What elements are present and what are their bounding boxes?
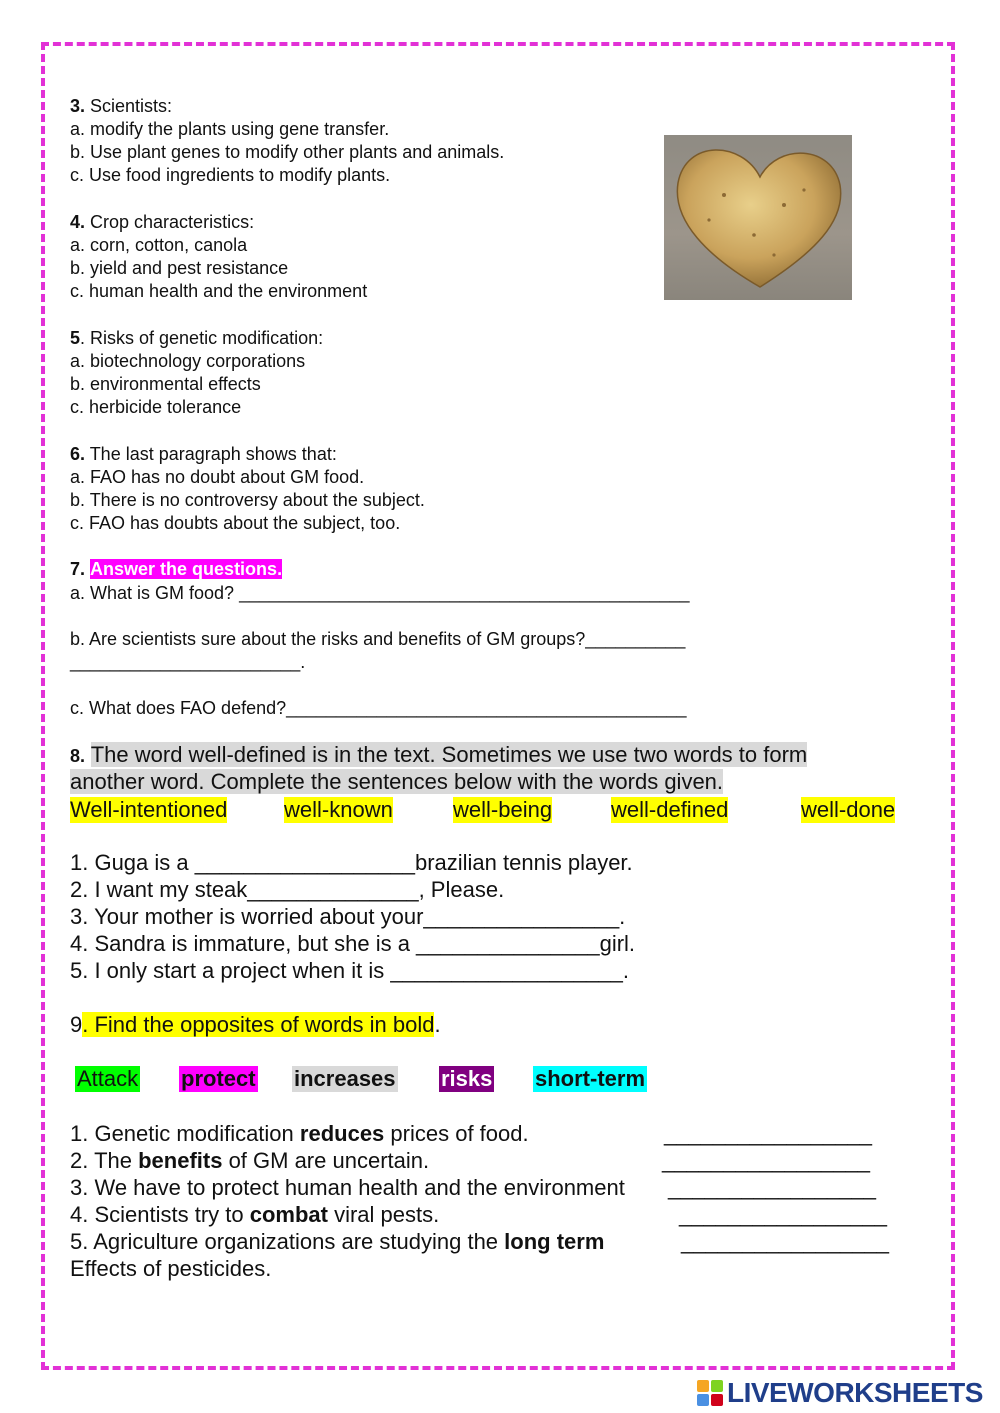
q6-option-b[interactable]: b. There is no controversy about the subject. <box>70 490 425 510</box>
q9-word-risks: risks <box>441 1066 493 1091</box>
q9-item-2-post: of GM are uncertain. <box>222 1148 430 1173</box>
q9-item-2-bold: benefits <box>138 1148 223 1173</box>
q8-word-3: well-being <box>453 797 553 822</box>
q7-question-c[interactable]: c. What does FAO defend?________________________________________ <box>70 698 687 718</box>
q7-number: 7. <box>70 559 86 579</box>
q3-stem <box>70 95 172 117</box>
q8-word-5: well-done <box>801 797 896 822</box>
q6-number: 6. <box>70 444 86 464</box>
q6-option-a[interactable]: a. FAO has no doubt about GM food. <box>70 467 365 487</box>
q9-item-5-pre: 5. Agriculture organizations are studying the <box>70 1229 505 1254</box>
q9-item-1-blank[interactable]: _________________ <box>664 1121 873 1146</box>
q9-item-2-pre: 2. The <box>70 1148 139 1173</box>
q3-number: 3. <box>70 96 86 116</box>
q8-sentence-5[interactable]: 5. I only start a project when it is ___________________. <box>70 958 629 983</box>
heart-potato-illustration <box>664 135 852 300</box>
q6-stem <box>70 443 337 465</box>
q5-option-a[interactable]: a. biotechnology corporations <box>70 351 306 371</box>
q8-sentence-1[interactable]: 1. Guga is a __________________brazilian tennis player. <box>70 850 633 875</box>
q9-item-3-pre: 3. We have to protect human health and the environment <box>70 1175 625 1200</box>
q9-heading <box>70 1012 441 1038</box>
q5-stem <box>70 327 323 349</box>
q9-word-protect: protect <box>181 1066 256 1091</box>
q9-item-4-bold: combat <box>249 1202 328 1227</box>
q9-item-1-bold: reduces <box>299 1121 385 1146</box>
q8-word-4: well-defined <box>611 797 729 822</box>
q8-sentence-2[interactable]: 2. I want my steak______________, Please. <box>70 877 505 902</box>
q9-item-1 <box>70 1121 529 1147</box>
q4-option-a[interactable]: a. corn, cotton, canola <box>70 235 248 255</box>
q9-item-2 <box>70 1148 429 1174</box>
q9-period: . <box>434 1012 441 1037</box>
q7-question-a[interactable]: a. What is GM food? _____________________________________________ <box>70 583 690 603</box>
q4-number: 4. <box>70 212 86 232</box>
q9-item-5-continued: Effects of pesticides. <box>70 1256 272 1281</box>
heart-potato-photo <box>664 135 852 300</box>
liveworksheets-logo-icon <box>697 1380 723 1406</box>
q8-line2-text: another word. Complete the sentences below with the words given. <box>70 769 724 794</box>
q8-instruction-line2 <box>70 769 723 795</box>
q8-sentence-4[interactable]: 4. Sandra is immature, but she is a _______________girl. <box>70 931 636 956</box>
q8-instruction-line1 <box>70 742 807 768</box>
q5-option-b[interactable]: b. environmental effects <box>70 374 261 394</box>
liveworksheets-logo[interactable] <box>697 1377 983 1409</box>
q4-stem-text: Crop characteristics: <box>85 212 255 232</box>
q8-word-1: Well-intentioned <box>70 797 228 822</box>
q9-item-5-bold: long term <box>504 1229 605 1254</box>
q5-stem-text: . Risks of genetic modification: <box>80 328 324 348</box>
q9-number: 9 <box>70 1012 83 1037</box>
q9-item-2-blank[interactable]: _________________ <box>662 1148 871 1173</box>
q3-option-c[interactable]: c. Use food ingredients to modify plants. <box>70 165 391 185</box>
q4-option-c[interactable]: c. human health and the environment <box>70 281 368 301</box>
q8-word-2: well-known <box>284 797 393 822</box>
q8-line1-text: The word well-defined is in the text. Sometimes we use two words to form <box>90 742 808 767</box>
q8-number: 8. <box>70 746 86 766</box>
q4-option-b[interactable]: b. yield and pest resistance <box>70 258 289 278</box>
q9-item-5 <box>70 1229 604 1255</box>
q9-item-1-pre: 1. Genetic modification <box>70 1121 300 1146</box>
q5-option-c[interactable]: c. herbicide tolerance <box>70 397 242 417</box>
q9-item-5-blank[interactable]: _________________ <box>681 1229 890 1254</box>
q9-word-increases: increases <box>294 1066 396 1091</box>
q9-word-attack: Attack <box>77 1066 139 1091</box>
q3-option-a[interactable]: a. modify the plants using gene transfer. <box>70 119 390 139</box>
q9-item-4 <box>70 1202 439 1228</box>
q9-title: . Find the opposites of words in bold <box>82 1012 435 1037</box>
q5-number: 5 <box>70 328 81 348</box>
q9-item-1-post: prices of food. <box>384 1121 529 1146</box>
q3-stem-text: Scientists: <box>85 96 173 116</box>
q6-option-c[interactable]: c. FAO has doubts about the subject, too. <box>70 513 401 533</box>
q9-item-3 <box>70 1175 625 1201</box>
q9-word-short-term: short-term <box>535 1066 646 1091</box>
q8-sentence-3[interactable]: 3. Your mother is worried about your________________. <box>70 904 626 929</box>
q7-title: Answer the questions. <box>90 559 283 579</box>
q7-question-b[interactable]: b. Are scientists sure about the risks and benefits of GM groups?__________ <box>70 629 686 649</box>
liveworksheets-logo-text: LIVEWORKSHEETS <box>727 1377 983 1408</box>
q7-heading <box>70 558 282 580</box>
q6-stem-text: The last paragraph shows that: <box>85 444 337 464</box>
q9-item-3-blank[interactable]: _________________ <box>668 1175 877 1200</box>
q4-stem <box>70 211 254 233</box>
q7-question-b-continued[interactable]: _______________________. <box>70 652 306 672</box>
q3-option-b[interactable]: b. Use plant genes to modify other plants and animals. <box>70 142 505 162</box>
q9-item-4-blank[interactable]: _________________ <box>679 1202 888 1227</box>
q9-item-4-pre: 4. Scientists try to <box>70 1202 250 1227</box>
q9-item-4-post: viral pests. <box>327 1202 440 1227</box>
